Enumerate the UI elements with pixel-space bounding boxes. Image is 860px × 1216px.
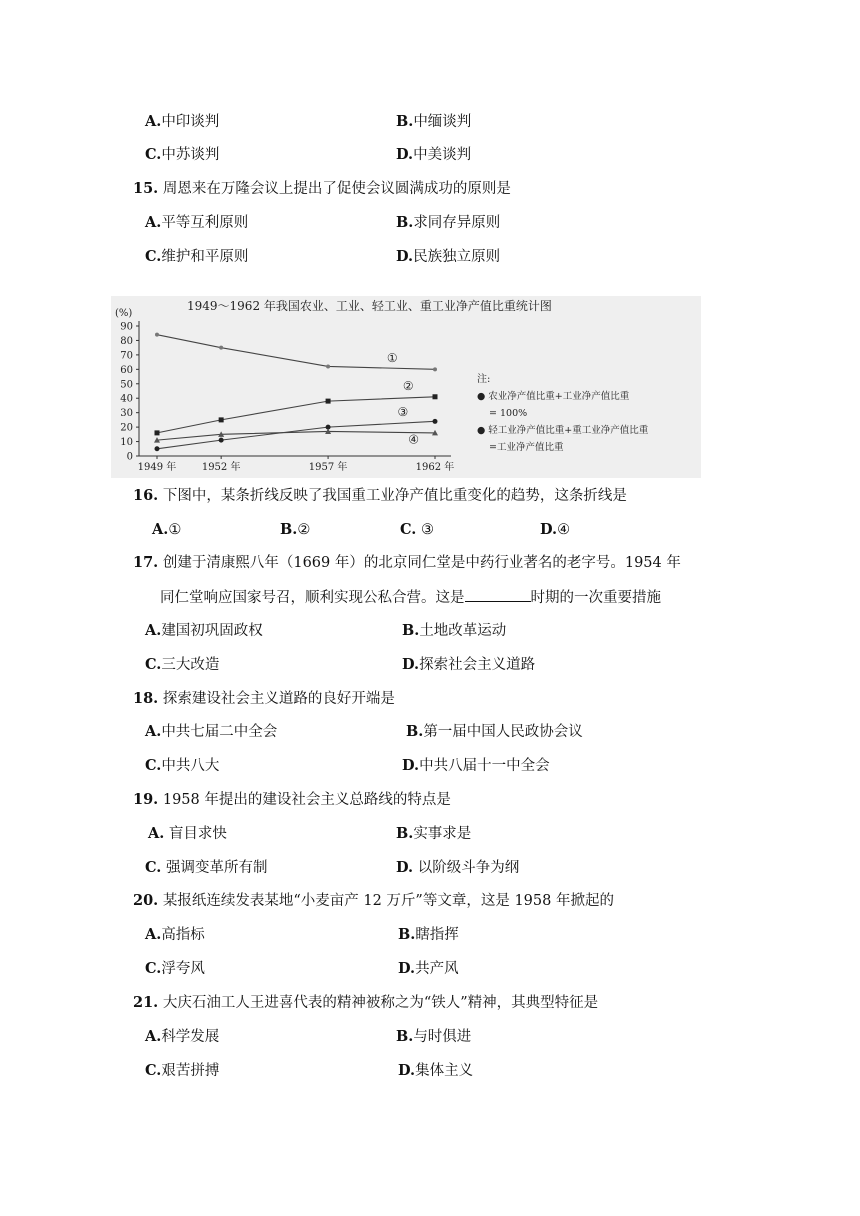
option-b[interactable]: B.② <box>280 521 311 538</box>
option-b[interactable]: B.实事求是 <box>396 825 472 842</box>
question-21: 21. 大庆石油工人王进喜代表的精神被称之为“铁人”精神，其典型特征是 <box>133 994 599 1011</box>
data-point <box>219 438 224 443</box>
note-line: = 100% <box>489 408 528 419</box>
question-17-continued: 同仁堂响应国家号召，顺利实现公私合营。这是 时期的一次重要措施 <box>160 587 661 608</box>
option-d[interactable]: D.共产风 <box>398 960 459 977</box>
data-point <box>219 346 223 350</box>
option-a[interactable]: A.① <box>152 521 182 538</box>
data-point <box>433 394 438 399</box>
question-16: 16. 下图中，某条折线反映了我国重工业净产值比重变化的趋势，这条折线是 <box>133 487 627 504</box>
option-c[interactable]: C. ③ <box>400 521 434 538</box>
line-chart <box>111 296 701 478</box>
y-tick-label: 20 <box>120 422 133 434</box>
series-label: ③ <box>397 405 409 420</box>
option-a[interactable]: A.高指标 <box>145 926 205 943</box>
option-a[interactable]: A.中印谈判 <box>145 113 220 130</box>
series-label: ① <box>386 351 398 366</box>
chart-canvas <box>111 296 701 478</box>
question-15: 15. 周恩来在万隆会议上提出了促使会议圆满成功的原则是 <box>133 180 511 197</box>
note-title: 注: <box>477 374 491 385</box>
note-line: ● 农业净产值比重+工业净产值比重 <box>477 391 630 402</box>
option-d[interactable]: D.中美谈判 <box>396 146 472 163</box>
option-a[interactable]: A.中共七届二中全会 <box>145 723 278 740</box>
option-c[interactable]: C.维护和平原则 <box>145 248 249 265</box>
y-tick-label: 10 <box>120 437 133 449</box>
option-d[interactable]: D.民族独立原则 <box>396 248 501 265</box>
chart-title: 1949～1962 年我国农业、工业、轻工业、重工业净产值比重统计图 <box>187 299 552 313</box>
data-point <box>433 419 438 424</box>
y-tick-label: 50 <box>120 379 133 391</box>
y-tick-label: 90 <box>120 321 133 333</box>
series-line <box>157 431 435 440</box>
question-18: 18. 探索建设社会主义道路的良好开端是 <box>133 690 395 707</box>
series-line <box>157 421 435 448</box>
series-line <box>157 397 435 433</box>
option-a[interactable]: A. 盲目求快 <box>148 825 227 842</box>
option-d[interactable]: D. 以阶级斗争为纲 <box>396 859 520 876</box>
option-d[interactable]: D.集体主义 <box>398 1062 474 1079</box>
series-label: ② <box>402 378 414 393</box>
y-tick-label: 30 <box>120 408 133 420</box>
option-d[interactable]: D.中共八届十一中全会 <box>402 757 550 774</box>
option-a[interactable]: A.科学发展 <box>145 1028 220 1045</box>
data-point <box>326 364 330 368</box>
option-b[interactable]: B.土地改革运动 <box>402 622 507 639</box>
note-line: ● 轻工业净产值比重+重工业净产值比重 <box>477 425 649 436</box>
option-a[interactable]: A.建国初巩固政权 <box>145 622 263 639</box>
data-point <box>155 430 160 435</box>
data-point <box>219 417 224 422</box>
x-tick-label: 1957 年 <box>308 462 348 473</box>
question-19: 19. 1958 年提出的建设社会主义总路线的特点是 <box>133 791 451 808</box>
option-a[interactable]: A.平等互利原则 <box>145 214 249 231</box>
y-tick-label: 0 <box>126 451 133 463</box>
option-c[interactable]: C.三大改造 <box>145 656 220 673</box>
question-20: 20. 某报纸连续发表某地“小麦亩产 12 万斤”等文章，这是 1958 年掀起的 <box>133 892 614 909</box>
option-b[interactable]: B.与时俱进 <box>396 1028 472 1045</box>
option-d[interactable]: D.探索社会主义道路 <box>402 656 536 673</box>
answer-blank <box>465 587 531 602</box>
series-label: ④ <box>408 432 419 447</box>
option-b[interactable]: B.中缅谈判 <box>396 113 472 130</box>
y-tick-label: 80 <box>120 335 133 347</box>
y-tick-label: 70 <box>120 350 133 362</box>
y-tick-label: 40 <box>120 393 133 405</box>
option-c[interactable]: C.浮夸风 <box>145 960 205 977</box>
data-point <box>433 367 437 371</box>
x-tick-label: 1949 年 <box>137 462 177 473</box>
option-c[interactable]: C.中苏谈判 <box>145 146 220 163</box>
note-line: =工业净产值比重 <box>489 442 564 453</box>
x-tick-label: 1962 年 <box>415 462 455 473</box>
y-axis-unit: (%) <box>115 308 133 319</box>
option-c[interactable]: C.艰苦拼搏 <box>145 1062 220 1079</box>
option-b[interactable]: B.求同存异原则 <box>396 214 501 231</box>
option-b[interactable]: B.第一届中国人民政协会议 <box>406 723 583 740</box>
data-point <box>326 399 331 404</box>
option-c[interactable]: C.中共八大 <box>145 757 220 774</box>
data-point <box>155 446 160 451</box>
option-d[interactable]: D.④ <box>540 521 571 538</box>
data-point <box>155 333 159 337</box>
option-b[interactable]: B.瞎指挥 <box>398 926 459 943</box>
question-17: 17. 创建于清康熙八年（1669 年）的北京同仁堂是中药行业著名的老字号。1954 年 <box>133 554 681 571</box>
option-c[interactable]: C. 强调变革所有制 <box>145 859 268 876</box>
y-tick-label: 60 <box>120 364 133 376</box>
x-tick-label: 1952 年 <box>201 462 241 473</box>
